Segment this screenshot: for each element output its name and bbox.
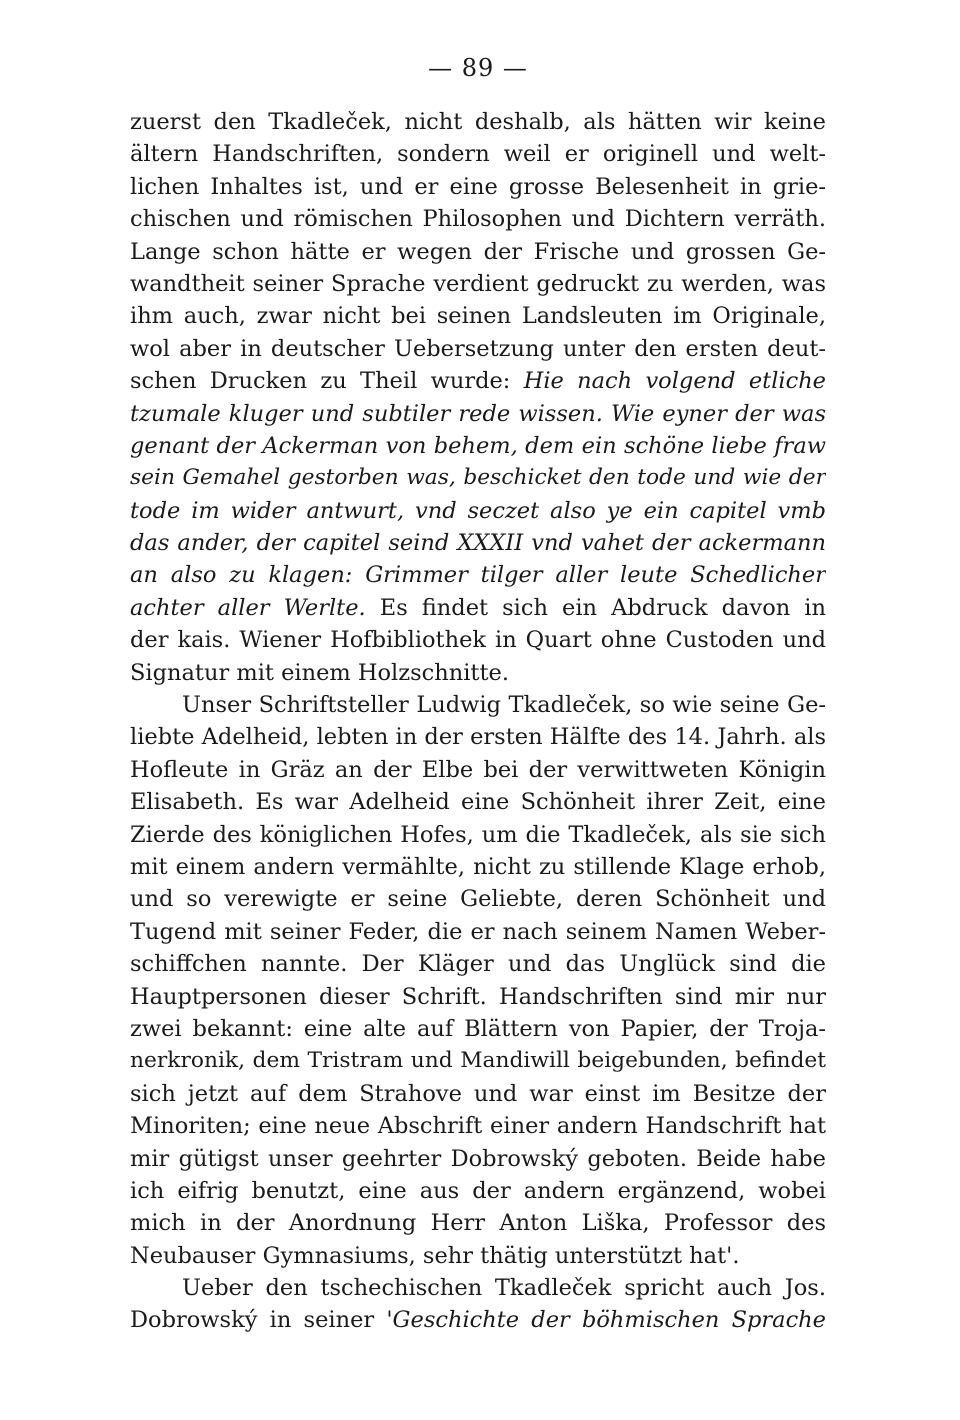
- text-line: [130, 1143, 826, 1175]
- italic-segment: sein Gemahel gestorben was, beschicket den tode und wie der: [130, 465, 826, 491]
- text-line: [130, 559, 826, 591]
- text-line: [130, 1175, 826, 1207]
- text-line: [130, 106, 826, 138]
- text-line: [130, 981, 826, 1013]
- italic-segment: achter aller Werlte.: [130, 594, 380, 621]
- text-segment: Elisabeth. Es war Adelheid eine Schönheit ihrer Zeit, eine: [130, 789, 826, 816]
- text-line: [130, 916, 826, 948]
- text-line: [130, 430, 826, 462]
- text-line: [130, 754, 826, 786]
- text-line: [130, 1045, 826, 1077]
- text-segment: ältern Handschriften, sondern weil er originell und welt-: [130, 141, 826, 168]
- text-segment: ich eifrig benutzt, eine aus der andern ergänzend, wobei: [130, 1177, 826, 1204]
- text-segment: Dobrowský in seiner: [130, 1307, 387, 1334]
- text-segment: Unser Schriftsteller Ludwig Tkadleček, so wie seine Ge-: [182, 692, 826, 719]
- italic-segment: an also zu klagen: Grimmer tilger aller leute Schedlicher: [130, 562, 826, 589]
- book-page: [130, 48, 826, 1337]
- text-segment: Hofleute in Gräz an der Elbe bei der verwittweten Königin: [130, 756, 826, 783]
- text-line: [130, 365, 826, 397]
- text-segment: mich in der Anordnung Herr Anton Liška, Professor des: [130, 1210, 826, 1237]
- text-segment: sich jetzt auf dem Strahove und war einst im Besitze der: [130, 1080, 826, 1107]
- text-segment: lichen Inhaltes ist, und er eine grosse Belesenheit in grie-: [130, 173, 826, 200]
- text-segment: mit einem andern vermählte, nicht zu stillende Klage erhob,: [130, 853, 826, 880]
- text-line: [130, 851, 826, 883]
- italic-segment: 'Geschichte der böhmischen Sprache: [386, 1307, 826, 1334]
- text-line: [130, 138, 826, 170]
- text-line: [130, 1110, 826, 1142]
- text-line: [130, 236, 826, 268]
- text-segment: Minoriten; eine neue Abschrift einer andern Handschrift hat: [130, 1113, 826, 1140]
- text-line: [130, 592, 826, 624]
- text-line: [130, 268, 826, 300]
- text-segment: chischen und römischen Philosophen und Dichtern verräth.: [130, 206, 826, 233]
- text-line: [130, 203, 826, 235]
- text-segment: zuerst den Tkadleček, nicht deshalb, als hätten wir keine: [130, 109, 826, 135]
- text-line: [130, 1078, 826, 1110]
- text-segment: Es findet sich ein Abdruck davon in: [379, 594, 826, 621]
- text-segment: wandtheit seiner Sprache verdient gedruckt zu werden, was: [130, 270, 826, 297]
- page-number: — 89 —: [428, 54, 528, 82]
- text-line: [130, 819, 826, 851]
- text-segment: mir gütigst unser geehrter Dobrowský geboten. Beide habe: [130, 1145, 826, 1172]
- text-line: [130, 462, 826, 494]
- text-segment: schiffchen nannte. Der Kläger und das Unglück sind die: [130, 951, 826, 978]
- text-segment: nerkronik, dem Tristram und Mandiwill beigebunden, befindet: [130, 1048, 826, 1074]
- text-line: [130, 657, 826, 689]
- text-line: [130, 300, 826, 332]
- italic-segment: tzumale kluger und subtiler rede wissen. Wie eyner der was: [130, 400, 826, 427]
- text-line: [130, 624, 826, 656]
- text-segment: Lange schon hätte er wegen der Frische und grossen Ge-: [130, 238, 826, 265]
- text-line: [130, 1304, 826, 1336]
- text-segment: ihm auch, zwar nicht bei seinen Landsleuten im Originale,: [130, 303, 826, 330]
- text-segment: zwei bekannt: eine alte auf Blättern von Papier, der Troja-: [130, 1015, 826, 1042]
- text-segment: und so verewigte er seine Geliebte, deren Schönheit und: [130, 886, 826, 913]
- text-line: [130, 948, 826, 980]
- text-line: [130, 1013, 826, 1045]
- italic-segment: genant der Ackerman von behem, dem ein schöne liebe fraw: [130, 432, 826, 459]
- text-line: [130, 1240, 826, 1272]
- italic-segment: Hie nach volgend etliche: [523, 368, 826, 395]
- text-line: [130, 721, 826, 753]
- text-segment: Hauptpersonen dieser Schrift. Handschriften sind mir nur: [130, 983, 826, 1010]
- text-line: [130, 333, 826, 365]
- italic-segment: tode im wider antwurt, vnd seczet also ye ein capitel vmb: [130, 497, 826, 524]
- text-line: [130, 689, 826, 721]
- text-segment: Ueber den tschechischen Tkadleček spricht auch Jos.: [182, 1275, 826, 1302]
- text-line: [130, 786, 826, 818]
- italic-segment: das ander, der capitel seind XXXII vnd vahet der ackermann: [130, 530, 826, 557]
- text-segment: Tugend mit seiner Feder, die er nach seinem Namen Weber-: [130, 918, 826, 945]
- text-segment: Zierde des königlichen Hofes, um die Tkadleček, als sie sich: [130, 821, 826, 848]
- text-line: [130, 527, 826, 559]
- text-segment: der kais. Wiener Hofbibliothek in Quart ohne Custoden und: [130, 627, 826, 654]
- text-line: [130, 1207, 826, 1239]
- text-segment: liebte Adelheid, lebten in der ersten Hälfte des 14. Jahrh. als: [130, 724, 826, 751]
- text-segment: schen Drucken zu Theil wurde:: [130, 368, 524, 395]
- body-text: [130, 106, 826, 1337]
- text-segment: Signatur mit einem Holzschnitte.: [130, 659, 509, 686]
- text-segment: Neubauser Gymnasiums, sehr thätig unterstützt hat'.: [130, 1242, 740, 1269]
- text-line: [130, 398, 826, 430]
- text-line: [130, 883, 826, 915]
- text-line: [130, 1272, 826, 1304]
- text-segment: wol aber in deutscher Uebersetzung unter den ersten deut-: [130, 335, 826, 362]
- text-line: [130, 171, 826, 203]
- text-line: [130, 495, 826, 527]
